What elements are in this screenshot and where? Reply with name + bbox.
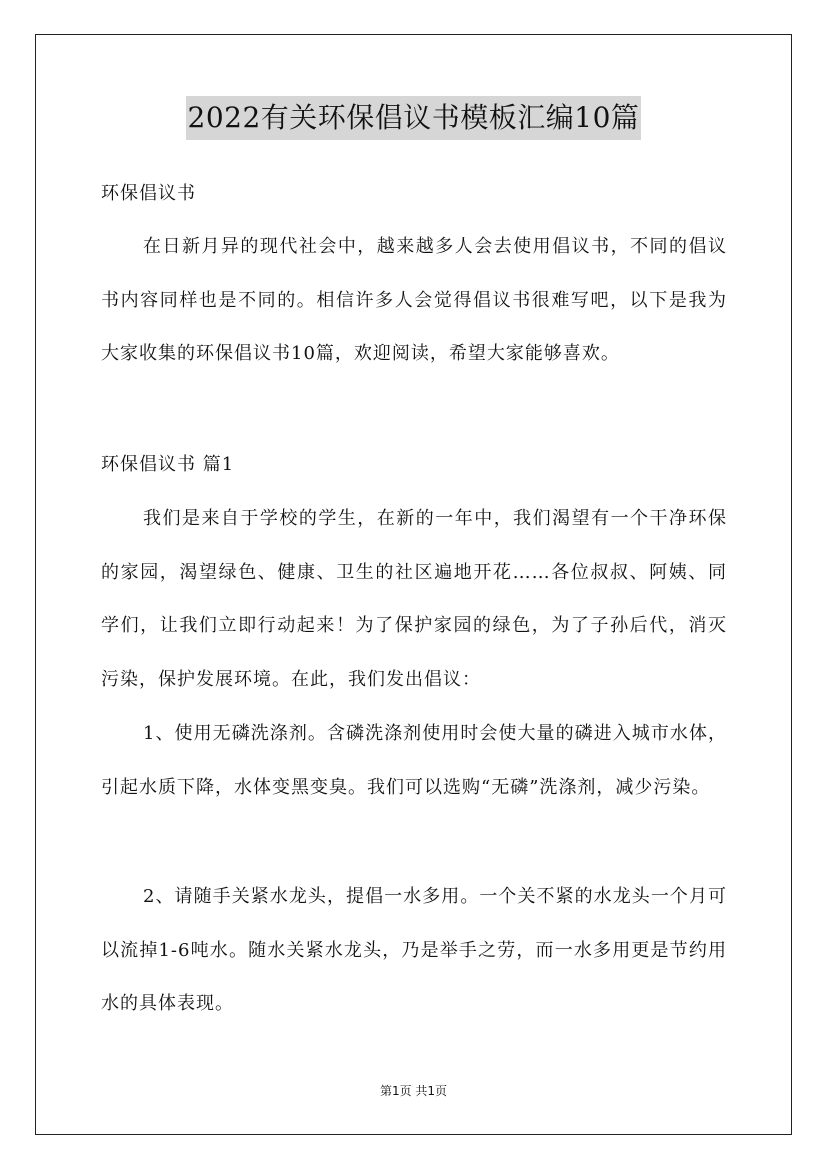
- section-paragraph: 1、使用无磷洗涤剂。含磷洗涤剂使用时会使大量的磷进入城市水体，引起水质下降，水体变黑变臭。我们可以选购“无磷”洗涤剂，减少污染。: [101, 723, 727, 798]
- intro-paragraph: 在日新月异的现代社会中，越来越多人会去使用倡议书，不同的倡议书内容同样也是不同的。相信许多人会觉得倡议书很难写吧，以下是我为大家收集的环保倡议书10篇，欢迎阅读，希望大家能够喜欢。: [101, 236, 727, 364]
- title-container: [0, 96, 827, 140]
- section-paragraph: 我们是来自于学校的学生，在新的一年中，我们渴望有一个干净环保的家园，渴望绿色、健康、卫生的社区遍地开花……各位叔叔、阿姨、同学们，让我们立即行动起来！为了保护家园的绿色，为了子孙后代，消灭污染，保护发展环境。在此，我们发出倡议：: [101, 508, 727, 690]
- section-paragraph: 2、请随手关紧水龙头，提倡一水多用。一个关不紧的水龙头一个月可以流掉1-6吨水。随水关紧水龙头，乃是举手之劳，而一水多用更是节约用水的具体表现。: [101, 886, 727, 1014]
- page-footer: 第1页 共1页: [379, 1084, 448, 1098]
- document-title: 2022有关环保倡议书模板汇编10篇: [186, 96, 642, 140]
- section-heading: 环保倡议书 篇1: [101, 454, 235, 475]
- intro-heading: 环保倡议书: [101, 183, 196, 204]
